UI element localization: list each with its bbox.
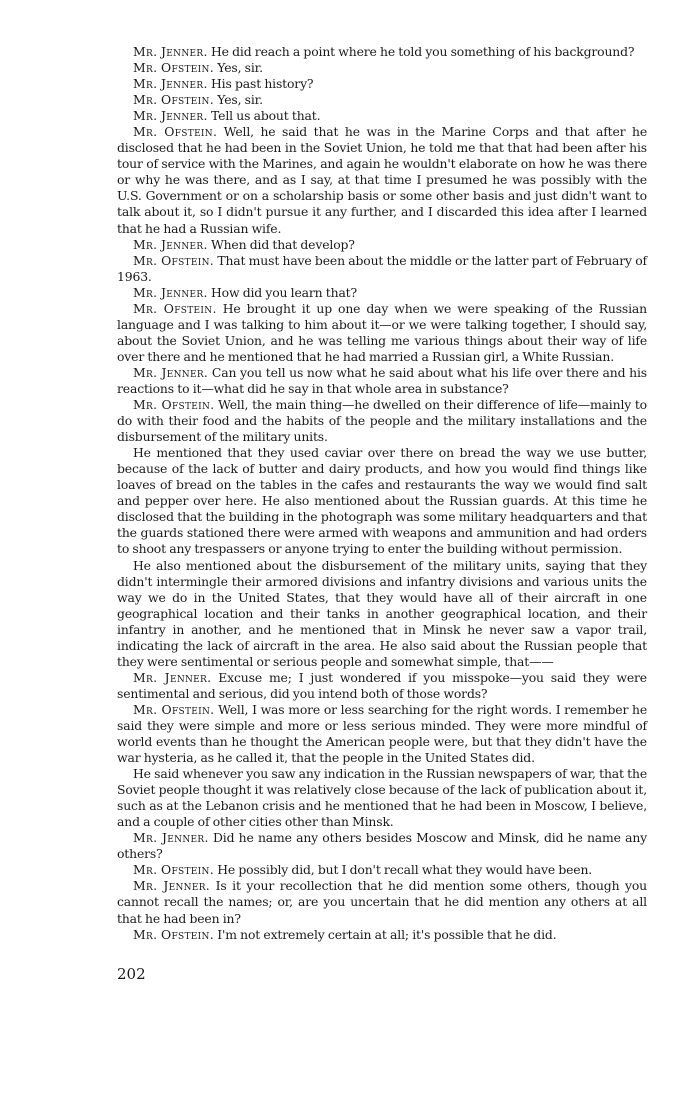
speaker-name: Mr. Jenner. (133, 830, 209, 846)
transcript-paragraph (117, 878, 647, 926)
speaker-name: Mr. Jenner. (133, 669, 212, 685)
paragraph-text: Is it your recollection that he did mention some others, though you cannot recall the names; or, are you uncertain that he did mention any others at all that he had been in? (117, 878, 647, 926)
speaker-name: Mr. Jenner. (133, 878, 211, 894)
transcript-paragraph (117, 927, 647, 943)
transcript-paragraph (117, 365, 647, 397)
paragraph-text: His past history? (207, 76, 314, 92)
transcript-paragraph (117, 558, 647, 670)
transcript-paragraph (117, 108, 647, 124)
paragraph-text: Can you tell us now what he said about what his life over there and his reactions to it—what did he say in that whole area in substance? (117, 364, 647, 396)
transcript-paragraph (117, 397, 647, 445)
speaker-name: Mr. Jenner. (133, 284, 208, 300)
paragraph-text: How did you learn that? (207, 284, 358, 300)
paragraph-text: Well, I was more or less searching for the right words. I remember he said they were simple and more or less serious minded. They were more mindful of world events than he thought the American people were, but that they didn't have the war hysteria, as he called it, that the people in the United States did. (117, 701, 648, 766)
paragraph-text: Did he name any others besides Moscow and Minsk, did he name any others? (117, 830, 648, 862)
transcript-paragraph (117, 124, 647, 236)
paragraph-text: He possibly did, but I don't recall what they would have been. (213, 862, 593, 878)
paragraph-text: When did that develop? (207, 236, 355, 252)
transcript-paragraph (117, 766, 647, 830)
speaker-name: Mr. Ofstein. (133, 60, 214, 76)
transcript-paragraph (117, 445, 647, 557)
paragraph-text: Yes, sir. (213, 92, 263, 108)
paragraph-text: He also mentioned about the disbursement of the military units, saying that they didn't intermingle their armored divisions and infantry divisions and various units the way we do in the United States, that they would have all of their aircraft in one geographical location and their tanks in another geographical location, and their infantry in another, and he mentioned that in Minsk he never saw a vapor trail, indicating the lack of aircraft in the area. He also said about the Russian people that they were sentimental or serious people and somewhat simple, that—— (117, 557, 647, 669)
speaker-name: Mr. Ofstein. (133, 397, 215, 413)
transcript-paragraph (117, 670, 647, 702)
transcript-body (117, 44, 647, 943)
transcript-paragraph (117, 862, 647, 878)
transcript-paragraph (117, 253, 647, 285)
speaker-name: Mr. Ofstein. (133, 862, 214, 878)
speaker-name: Mr. Jenner. (133, 44, 208, 59)
speaker-name: Mr. Ofstein. (133, 124, 218, 140)
transcript-paragraph (117, 76, 647, 92)
paragraph-text: Yes, sir. (213, 60, 263, 76)
transcript-paragraph (117, 285, 647, 301)
paragraph-text: Well, he said that he was in the Marine Corps and that after he disclosed that he had been in the Soviet Union, he told me that that had been after his tour of service with the Marines, and again he wouldn't elaborate on how he was there or why he was there, and as I say, at that time I presumed he was possibly with the U.S. Government or on a scholarship basis or some other basis and just didn't want to talk about it, so I didn't pursue it any further, and I discarded this idea after I learned that he had a Russian wife. (117, 124, 648, 236)
paragraph-text: He mentioned that they used caviar over there on bread the way we use butter, because of the lack of butter and dairy products, and how you would find things like loaves of bread on the tables in the cafes and restaurants the way we would find salt and pepper over here. He also mentioned about the Russian guards. At this time he disclosed that the building in the photograph was some military headquarters and that the guards stationed there were armed with weapons and ammunition and had orders to shoot any trespassers or anyone trying to enter the building without permission. (117, 445, 647, 557)
transcript-paragraph (117, 44, 647, 60)
transcript-paragraph (117, 830, 647, 862)
paragraph-text: I'm not extremely certain at all; it's possible that he did. (213, 926, 557, 942)
speaker-name: Mr. Jenner. (133, 108, 208, 124)
speaker-name: Mr. Jenner. (133, 76, 208, 92)
page-number: 202 (117, 964, 146, 983)
paragraph-text: That must have been about the middle or the latter part of February of 1963. (117, 252, 647, 284)
paragraph-text: He brought it up one day when we were speaking of the Russian language and I was talking to him about it—or we were talking together, I should say, about the Soviet Union, and he was telling me various things about their way of life over there and he mentioned that he had married a Russian girl, a White Russian. (117, 300, 647, 364)
speaker-name: Mr. Ofstein. (133, 252, 214, 268)
speaker-name: Mr. Ofstein. (133, 701, 215, 717)
paragraph-text: He said whenever you saw any indication in the Russian newspapers of war, that the Soviet people thought it was relatively close because of the lack of publication about it, such as at the Lebanon crisis and he mentioned that he had been in Moscow, I believe, and a couple of other cities other than Minsk. (117, 766, 647, 830)
paragraph-text: Tell us about that. (207, 108, 321, 124)
transcript-paragraph (117, 92, 647, 108)
speaker-name: Mr. Ofstein. (133, 926, 214, 942)
transcript-paragraph (117, 237, 647, 253)
paragraph-text: He did reach a point where he told you something of his background? (207, 44, 635, 59)
transcript-paragraph (117, 301, 647, 365)
speaker-name: Mr. Ofstein. (133, 92, 214, 108)
speaker-name: Mr. Jenner. (133, 364, 209, 380)
paragraph-text: Excuse me; I just wondered if you misspoke—you said they were sentimental and serious, did you intend both of those words? (117, 669, 647, 701)
paragraph-text: Well, the main thing—he dwelled on their difference of life—mainly to do with their food and the habits of the people and the military installations and the disbursement of the military units. (117, 397, 647, 445)
transcript-paragraph (117, 702, 647, 766)
speaker-name: Mr. Jenner. (133, 236, 208, 252)
speaker-name: Mr. Ofstein. (133, 300, 217, 316)
transcript-paragraph (117, 60, 647, 76)
